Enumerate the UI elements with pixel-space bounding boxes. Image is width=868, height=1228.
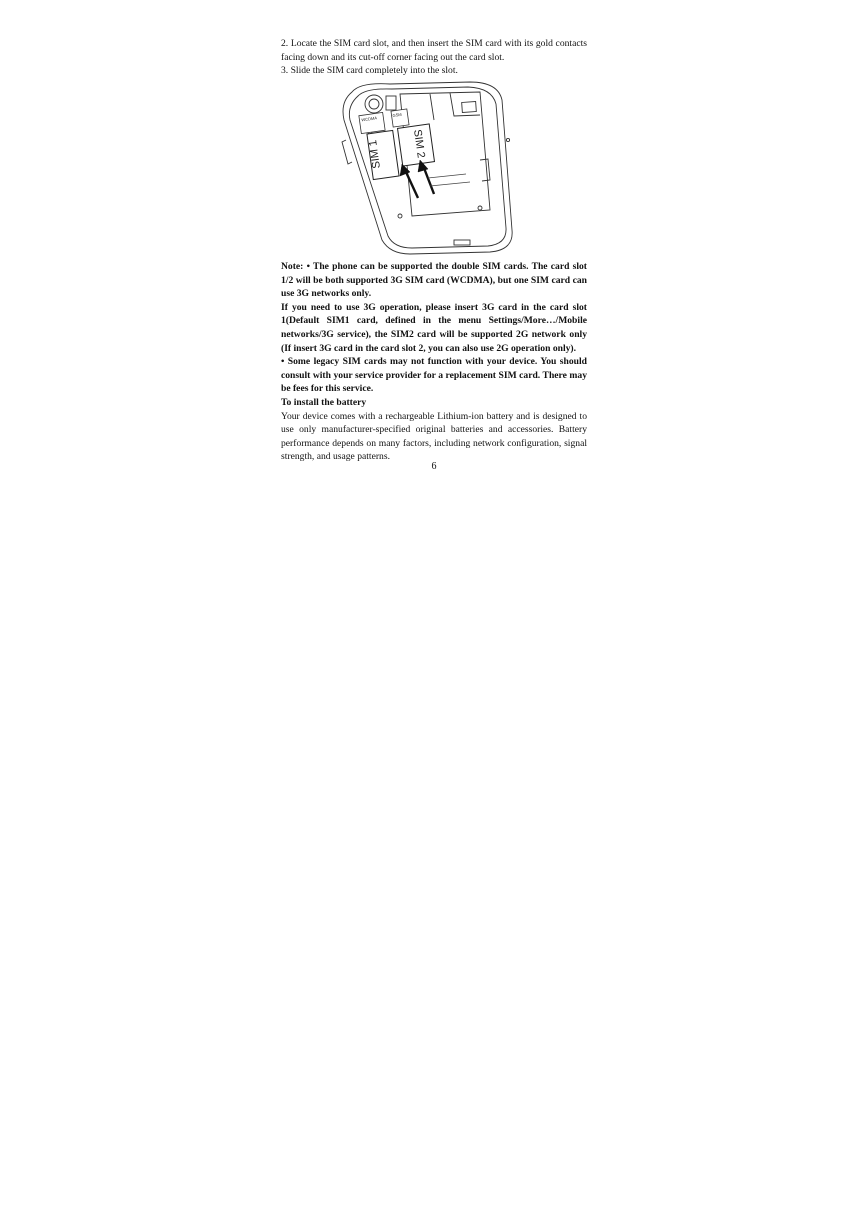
step-3-text: 3. Slide the SIM card completely into the slot.	[281, 65, 458, 77]
note-3g-operation: If you need to use 3G operation, please insert 3G card in the card slot 1(Default SIM1 card, defined in the menu Settings/More…/Mobile networks/3G service), the SIM2 card will be supported 2G network only (If insert 3G card in the card slot 2, you can also use 2G operation only).	[281, 301, 587, 354]
slot-label-gsm: GSM	[392, 111, 402, 118]
note-legacy-sim: • Some legacy SIM cards may not function with your device. You should consult with your service provider for a replacement SIM card. There may be fees for this service.	[281, 356, 587, 395]
note-dual-sim: Note: • The phone can be supported the double SIM cards. The card slot 1/2 will be both supported 3G SIM card (WCDMA), but one SIM card can use 3G networks only.	[281, 261, 587, 300]
instruction-steps	[281, 37, 587, 78]
slot-label-wcdma: WCDMA	[361, 115, 378, 123]
sim2-label: SIM 2	[411, 128, 427, 159]
step-2-text: 2. Locate the SIM card slot, and then insert the SIM card with its gold contacts facing down and its cut-off corner facing out the card slot.	[281, 38, 587, 63]
page-number: 6	[431, 461, 437, 472]
insert-arrows	[400, 160, 470, 198]
notes-section	[281, 260, 587, 464]
sim1-label: SIM 1	[367, 139, 383, 170]
battery-heading: To install the battery	[281, 396, 367, 408]
sim-insertion-illustration	[330, 80, 520, 255]
battery-body: Your device comes with a rechargeable Lithium-ion battery and is designed to use only manufacturer-specified original batteries and accessories. Battery performance depends on many factors, including network configuration, signal strength, and usage patterns.	[281, 410, 587, 463]
